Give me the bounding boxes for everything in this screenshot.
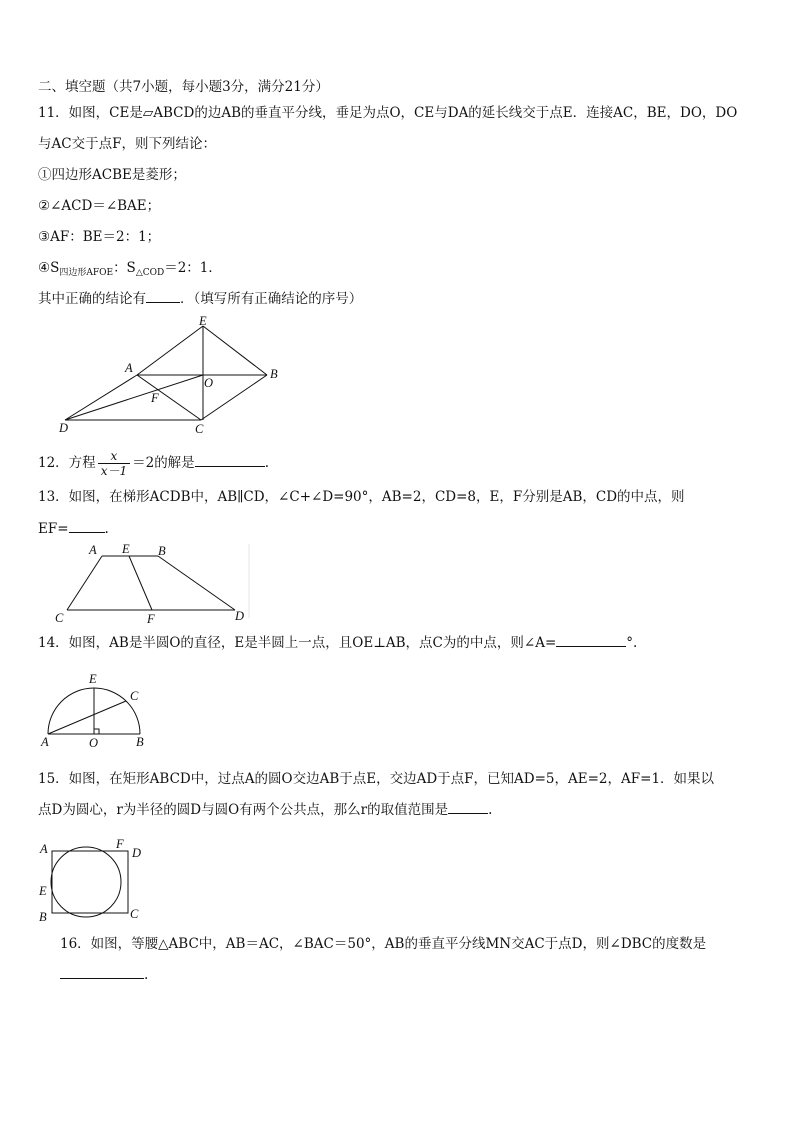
line-EF — [129, 556, 152, 610]
label-A: A — [125, 361, 133, 375]
q11-answer-blank[interactable] — [146, 290, 180, 303]
q15-line2 — [38, 801, 492, 819]
section-header: 二、填空题（共7小题，每小题3分，满分21分） — [38, 79, 329, 95]
q12-prefix: 12．方程 — [38, 455, 96, 471]
q14-figure — [40, 668, 160, 750]
q16-answer-blank[interactable] — [60, 966, 144, 979]
label-O: O — [89, 736, 99, 750]
label-E: E — [39, 884, 47, 898]
label-E: E — [199, 314, 207, 328]
q11-line1: 11．如图，CE是▱ABCD的边AB的垂直平分线，垂足为点O，CE与DA的延长线交于点E．连接AC，BE，DO，DO — [38, 105, 738, 121]
q13-line1: 13．如图，在梯形ACDB中，AB∥CD，∠C+∠D=90°，AB=2，CD=8，E，F分别是AB，CD的中点，则 — [38, 489, 685, 505]
q12-suffix-a: 的解是 — [154, 455, 195, 471]
q16-line1: 16．如图，等腰△ABC中，AB＝AC，∠BAC＝50°，AB的垂直平分线MN交AC于点D，则∠DBC的度数是 — [60, 936, 707, 952]
line-EB — [203, 326, 267, 375]
rectangle-ABCD — [52, 851, 128, 913]
q11-option-4-sub1: 四边形AFOE — [59, 268, 114, 278]
q11-answer-text-b: ．（填写所有正确结论的序号） — [180, 291, 363, 307]
q12-suffix-b: . — [264, 455, 269, 471]
label-B: B — [158, 544, 166, 558]
q14-line — [38, 634, 637, 652]
label-B: B — [270, 367, 278, 381]
q11-figure — [55, 314, 290, 440]
q11-option-4-sub2: △COD — [135, 268, 165, 278]
circle-O — [51, 847, 121, 917]
line-DA — [65, 375, 137, 420]
q11-answer-line — [38, 290, 362, 308]
q13-line2-a: EF= — [38, 521, 69, 537]
q11-option-2: ②∠ACD＝∠BAE； — [38, 198, 161, 214]
q15-line2-a: 点D为圆心，r为半径的圆D与圆O有两个公共点，那么r的取值范围是 — [38, 802, 449, 818]
line-BD — [158, 556, 235, 610]
q12-fraction-denominator: x－1 — [100, 464, 128, 478]
label-D: D — [132, 846, 142, 860]
q15-line2-b: . — [488, 802, 493, 818]
q11-answer-text-a: 其中正确的结论有 — [38, 291, 146, 307]
label-A: A — [40, 842, 48, 856]
right-angle-mark — [94, 729, 99, 734]
q12-fraction — [98, 449, 130, 478]
q13-line2 — [38, 520, 109, 538]
q16-line2 — [60, 966, 148, 984]
q11-line2: 与AC交于点F，则下列结论： — [38, 136, 216, 152]
q16-line2-b: . — [144, 967, 149, 983]
label-A: A — [41, 735, 49, 749]
label-A: A — [89, 543, 97, 557]
q12-answer-blank[interactable] — [195, 454, 265, 467]
q12-equals: ＝2 — [132, 455, 155, 471]
line-DO — [65, 375, 203, 420]
line-AC — [67, 556, 102, 610]
line-EA — [137, 326, 203, 375]
label-B: B — [136, 735, 144, 749]
label-F: F — [116, 837, 124, 851]
q12-line — [38, 448, 269, 478]
line-AC — [48, 701, 126, 734]
label-D: D — [235, 609, 245, 623]
q15-line1: 15．如图，在矩形ABCD中，过点A的圆O交边AB于点E，交边AD于点F，已知AD=5，AE=2，AF=1．如果以 — [38, 771, 715, 787]
label-F: F — [151, 391, 159, 405]
label-C: C — [130, 689, 139, 703]
q15-answer-blank[interactable] — [448, 801, 488, 814]
q11-option-4-mid: ：S — [113, 260, 136, 276]
q13-figure — [55, 542, 255, 627]
label-B: B — [39, 910, 47, 924]
q11-option-4-prefix: ④S — [38, 260, 60, 276]
q13-line2-b: . — [104, 521, 109, 537]
label-C: C — [55, 611, 64, 625]
label-F: F — [147, 612, 155, 626]
q12-fraction-numerator: x — [98, 449, 130, 464]
q14-text-b: °. — [626, 635, 638, 651]
q14-answer-blank[interactable] — [556, 634, 626, 647]
q14-text-a: 14．如图，AB是半圆O的直径，E是半圆上一点，且OE⊥AB，点C为的中点，则∠A= — [38, 635, 557, 651]
label-C: C — [195, 422, 204, 436]
q11-option-3: ③AF：BE＝2：1； — [38, 229, 161, 245]
line-AC — [137, 375, 201, 420]
label-D: D — [59, 421, 69, 435]
label-E: E — [89, 672, 97, 686]
q13-answer-blank[interactable] — [69, 520, 105, 533]
label-O: O — [204, 376, 214, 390]
q11-option-4 — [38, 259, 222, 282]
q15-figure — [36, 835, 156, 927]
q11-option-4-suffix: ＝2：1． — [164, 260, 222, 276]
q11-option-1: ①四边形ACBE是菱形； — [38, 167, 186, 183]
label-C: C — [130, 907, 139, 921]
label-E: E — [122, 542, 130, 556]
